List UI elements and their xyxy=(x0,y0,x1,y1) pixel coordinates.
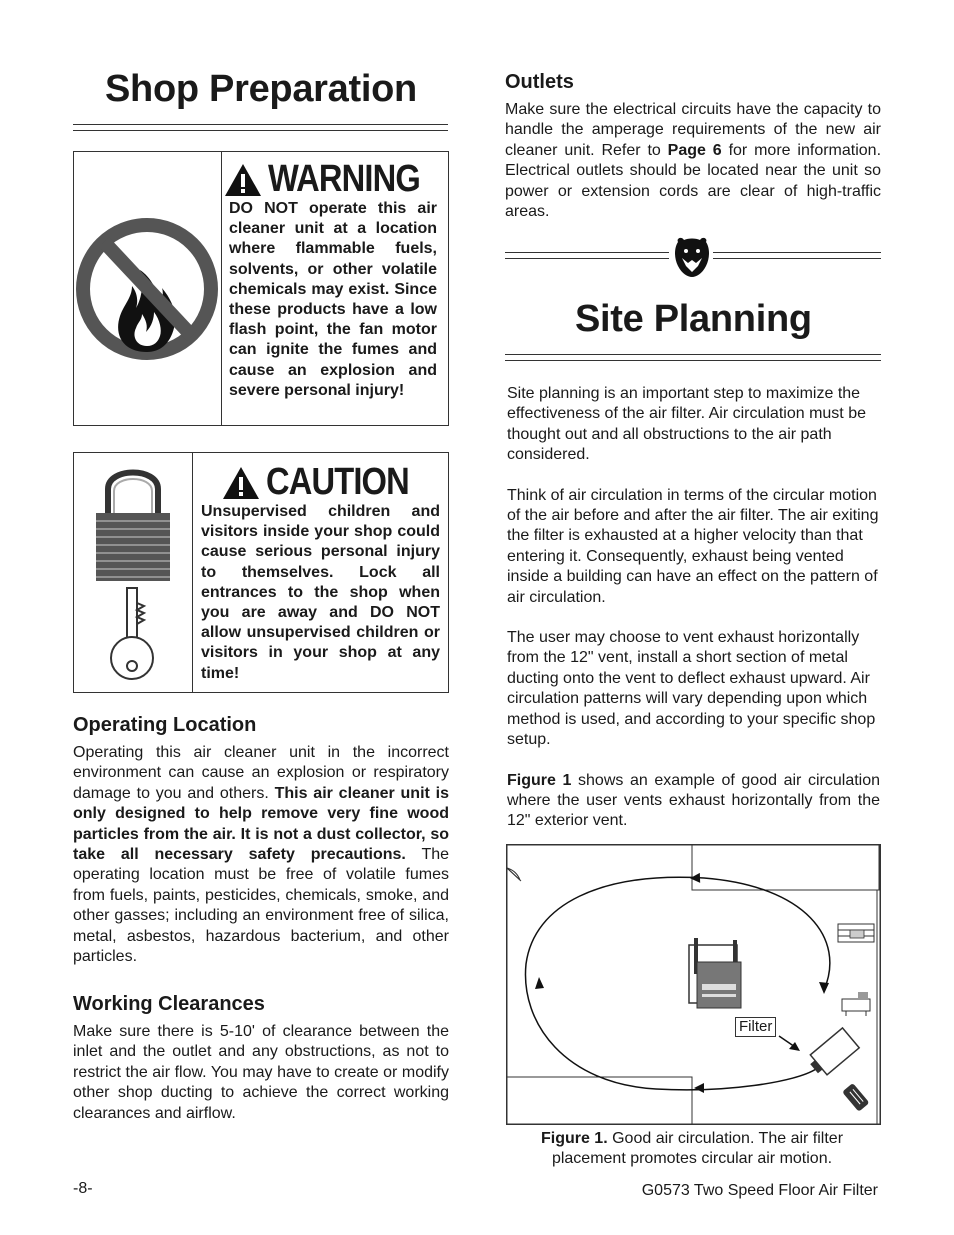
warning-triangle-icon xyxy=(224,163,262,197)
site-planning-rule xyxy=(505,354,881,361)
warning-box xyxy=(73,151,449,426)
outlets-text: Make sure the electrical circuits have the capacity to handle the amperage requirements of the new air cleaner unit. Refer to Page 6 for more information. Electrical outlets should be located near the unit so power or extension cords are clear of high-traffic areas. xyxy=(505,101,882,221)
section-divider-right xyxy=(713,252,881,259)
working-clearances-heading: Working Clearances xyxy=(73,993,265,1015)
page-number: -8- xyxy=(73,1180,93,1197)
caution-text: Unsupervised children and visitors inside your shop could cause serious personal injury to themselves. Lock all entrances to the shop when you are away and DO NOT allow unsupervised children or visitors in your shop at any time! xyxy=(201,503,440,682)
no-flame-icon xyxy=(74,152,221,425)
padlock-key-icon xyxy=(74,453,192,692)
figure-1-caption: Figure 1. Good air circulation. The air filter placement promotes circular air motion. xyxy=(540,1130,844,1167)
caution-label: CAUTION xyxy=(266,461,409,503)
section-divider-left xyxy=(505,252,669,259)
warning-icon-panel xyxy=(74,152,222,425)
grizzly-bear-logo-icon xyxy=(672,236,712,278)
warning-text: DO NOT operate this air cleaner unit at a location where flammable fuels, solvents, or other volatile chemicals may exist. Since these products have a low flash point, the fan motor can ignite the fumes and cause an explosion and severe personal injury! xyxy=(229,200,437,399)
site-planning-p3: The user may choose to vent exhaust horizontally from the 12" vent, install a short section of metal ducting onto the vent to deflect exhaust upward. Air circulation patterns will vary depending upon which method is used, and according to your specific shop setup. xyxy=(507,629,876,749)
figure-1 xyxy=(506,844,881,1125)
site-planning-text xyxy=(507,384,880,832)
site-planning-p2: Think of air circulation in terms of the circular motion of the air before and after the air filter. The air exiting the filter is exhausted at a higher velocity than that entering it. Consequently, exhaust being vented inside a building can have an effect on the pattern of air circulation. xyxy=(507,486,879,606)
caution-icon-panel xyxy=(74,453,193,692)
footer-product-name: G0573 Two Speed Floor Air Filter xyxy=(641,1182,878,1199)
site-planning-p1: Site planning is an important step to maximize the effectiveness of the air filter. Air circulation must be thought out and all obstructions to the air path considered. xyxy=(507,385,866,464)
air-circulation-diagram xyxy=(506,844,881,1125)
site-planning-p4: Figure 1 shows an example of good air circulation where the user vents exhaust horizontally from the 12" exterior vent. xyxy=(507,771,881,830)
title-rule xyxy=(73,124,448,131)
operating-location-heading: Operating Location xyxy=(73,714,257,736)
operating-location-text: Operating this air cleaner unit in the incorrect environment can cause an explosion or respiratory damage to you and others. This air cleaner unit is only designed to help remove very fine wood particles from the air. It is not a dust collector, so take all necessary safety precautions. The operating location must be free of volatile fumes from fuels, paints, pesticides, chemicals, smoke, and other gasses; including an environment free of silica, metal, asbestos, hazardous bacterium, and other particles. xyxy=(73,744,450,966)
caution-box xyxy=(73,452,449,693)
caution-triangle-icon xyxy=(222,466,260,500)
outlets-heading: Outlets xyxy=(505,71,574,93)
site-planning-title: Site Planning xyxy=(575,298,812,340)
page-title: Shop Preparation xyxy=(105,68,417,110)
filter-label: Filter xyxy=(735,1017,776,1037)
working-clearances-text: Make sure there is 5-10' of clearance between the inlet and the outlet and any obstructions, as not to restrict the air flow. You may have to create or modify other shop ducting to achieve the correct working clearances and airflow. xyxy=(73,1023,449,1122)
caution-header xyxy=(222,461,432,504)
warning-label: WARNING xyxy=(268,158,420,200)
warning-header xyxy=(224,158,445,201)
